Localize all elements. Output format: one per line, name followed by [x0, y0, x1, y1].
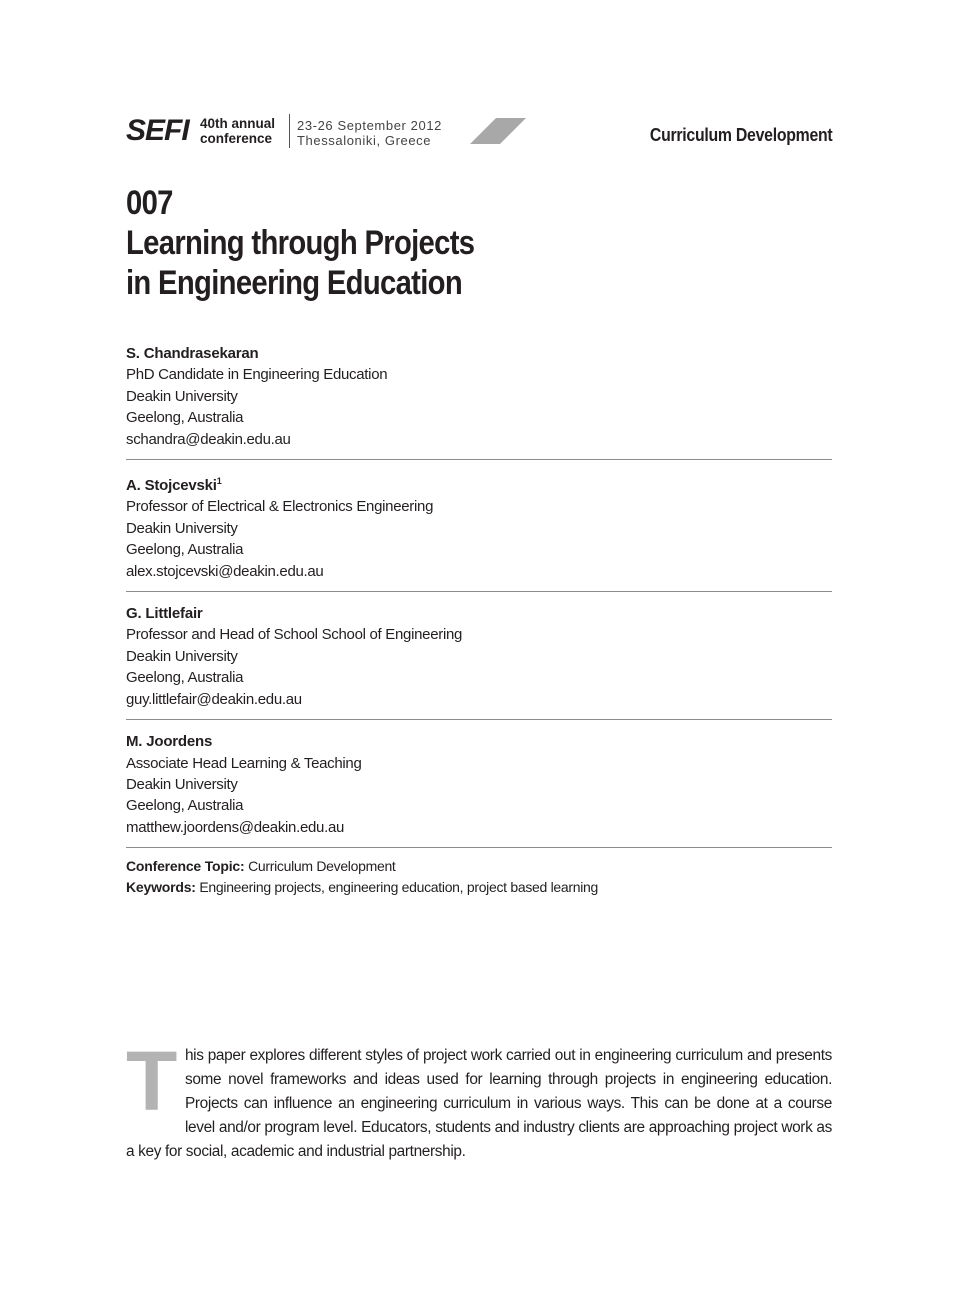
author-role: Associate Head Learning & Teaching: [126, 754, 362, 772]
conference-edition-line2: conference: [200, 131, 273, 146]
conference-edition-line1: 40th annual: [200, 116, 276, 131]
paper-number: 007: [126, 184, 173, 222]
author-role: Professor of Electrical & Electronics Engineering: [126, 498, 434, 516]
header-divider: [289, 114, 290, 148]
conference-location: Thessaloniki, Greece: [297, 133, 432, 148]
abstract: [126, 1034, 832, 1164]
author-org: Deakin University: [126, 387, 238, 405]
author-email[interactable]: alex.stojcevski@deakin.edu.au: [126, 562, 324, 580]
author-footnote-mark: 1: [216, 476, 222, 487]
conference-topic: [126, 856, 598, 877]
author-org: Deakin University: [126, 519, 238, 537]
author-entry: [126, 343, 832, 460]
drop-cap: T: [126, 1034, 177, 1128]
author-org: Deakin University: [126, 775, 238, 793]
author-email[interactable]: schandra@deakin.edu.au: [126, 430, 291, 448]
conference-date: 23-26 September 2012: [297, 118, 442, 133]
author-role: Professor and Head of School School of Engineering: [126, 626, 463, 644]
author-place: Geelong, Australia: [126, 541, 244, 559]
paper-title-line2: in Engineering Education: [126, 264, 463, 302]
keywords-label: Keywords:: [126, 879, 196, 895]
decorative-band: [470, 118, 526, 144]
author-place: Geelong, Australia: [126, 797, 244, 815]
author-entry: [126, 731, 832, 848]
page-header: [126, 114, 832, 154]
conference-edition: [200, 116, 275, 146]
keywords: [126, 877, 598, 898]
author-entry: [126, 603, 832, 720]
author-place: Geelong, Australia: [126, 669, 244, 687]
paper-title: [126, 183, 474, 303]
author-name: M. Joordens: [126, 733, 213, 751]
keywords-value: Engineering projects, engineering education, project based learning: [199, 879, 599, 895]
author-entry: [126, 471, 832, 592]
paper-title-line1: Learning through Projects: [126, 224, 475, 262]
author-name: S. Chandrasekaran: [126, 345, 259, 362]
author-org: Deakin University: [126, 647, 238, 665]
author-role: PhD Candidate in Engineering Education: [126, 366, 388, 384]
paper-metadata: [126, 856, 598, 898]
conference-topic-label: Conference Topic:: [126, 858, 245, 874]
author-email[interactable]: matthew.joordens@deakin.edu.au: [126, 818, 345, 836]
conference-dates: [297, 118, 442, 148]
author-name: A. Stojcevski$^1$: [126, 476, 222, 495]
author-name: G. Littlefair: [126, 605, 203, 623]
author-list: [126, 343, 832, 859]
author-place: Geelong, Australia: [126, 409, 244, 427]
author-email[interactable]: guy.littlefair@deakin.edu.au: [126, 690, 302, 708]
section-label: Curriculum Development: [649, 125, 832, 145]
conference-topic-value: Curriculum Development: [248, 858, 396, 874]
sefi-logo: SEFI: [126, 114, 189, 147]
abstract-text: his paper explores different styles of project work carried out in engineering curriculum and presents some novel frameworks and ideas used for learning through projects in engineering education. Projects can influence an engineering curriculum in various ways. This can be done at a course level and/or program level. Educators, students and industry clients are approaching project work as a key for social, academic and industrial partnership.: [126, 1047, 832, 1160]
